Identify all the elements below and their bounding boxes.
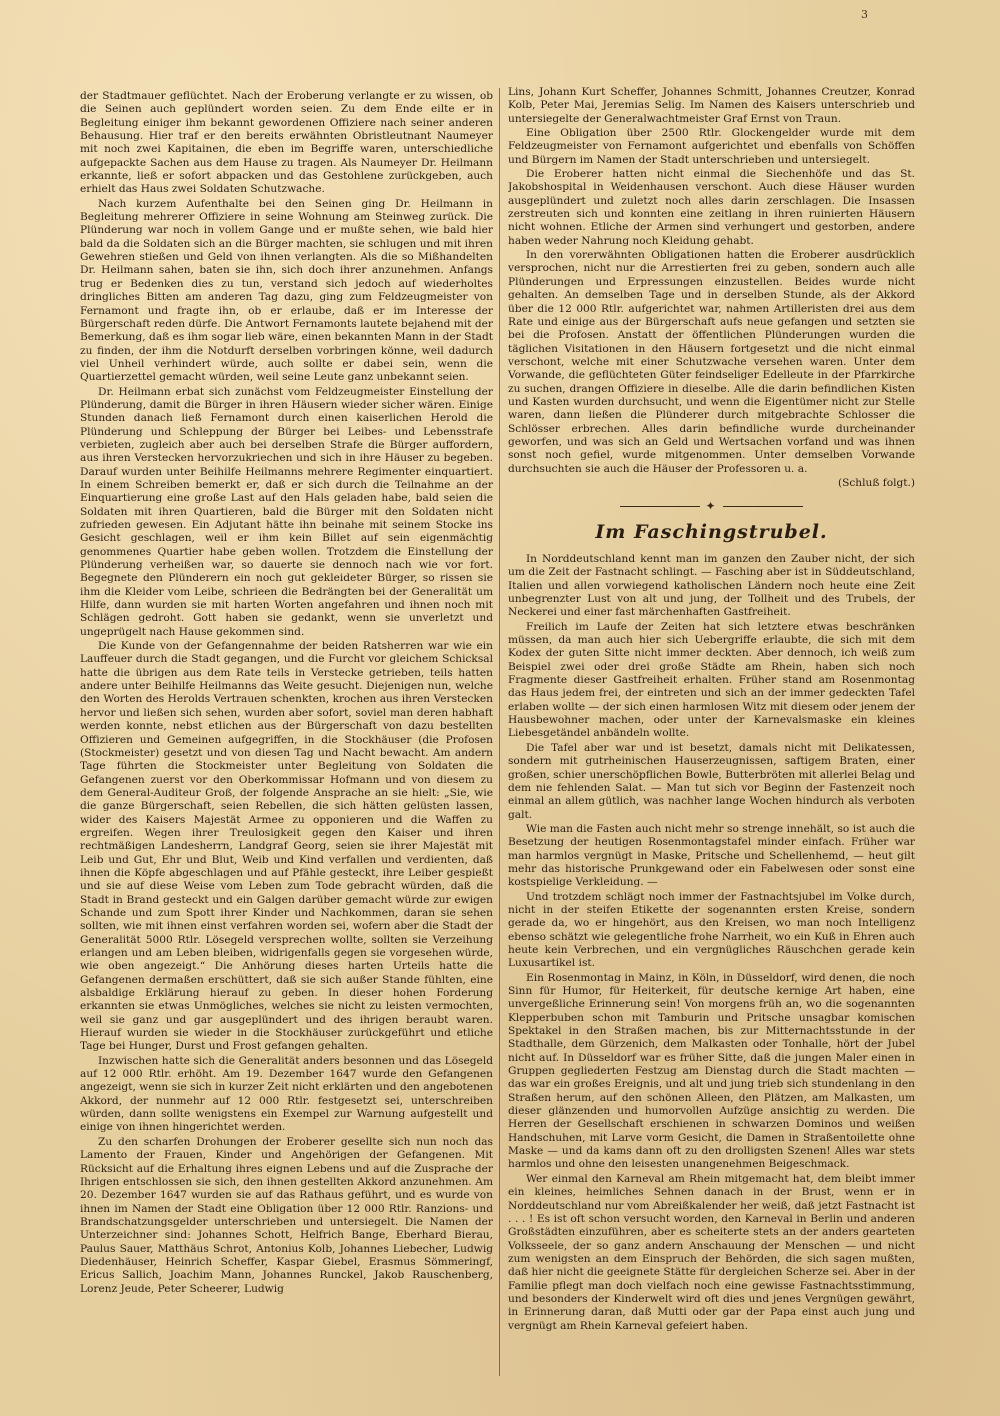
left-paragraph: Zu den scharfen Drohungen der Eroberer gesellte sich nun noch das Lamento der Frauen, Kinder und Angehörigen der Gefangenen. Mit Rücksicht auf die Erhaltung ihres eignen Lebens und auf die Zusprache der Ihrigen entschlossen sie sich, den ihnen gestellten Akkord anzunehmen. Am 20. Dezember 1647 wurden sie auf das Rathaus geführt, und es wurde von ihnen im Namen der Stadt eine Obligation über 12 000 Rtlr. Ranzions- und Brandschatzungsgelder unterschrieben und untersiegelt. Die Namen der Unterzeichner sind: Johannes Schott, Helfrich Bange, Eberhard Bierau, Paulus Sauer, Matthäus Schrot, Antonius Kolb, Johannes Liebecher, Ludwig Diedenhäuser, Heinrich Scheffer, Kaspar Giebel, Erasmus Sömmeringf, Ericus Sallich, Joachim Mann, Johannes Runckel, Jakob Rauschenberg, Lorenz Jeude, Peter Scheerer, Ludwig [80,1135,493,1295]
ornament-glyph: ✦ [705,499,718,514]
ornament-line-left [620,506,700,507]
article-paragraph: Die Tafel aber war und ist besetzt, damals nicht mit Delikatessen, sondern mit gutrheinischen Hauserzeugnissen, saftigem Braten, einer großen, schier unerschöpflichen Bowle, Butterbröten mit allerlei Belag und dem nie fehlenden Salat. — Man tut sich vor Beginn der Fastenzeit noch einmal an allem gütlich, was nachher lange Wochen hindurch als verboten galt. [508,741,915,821]
section-divider-ornament [508,500,915,513]
column-divider [499,88,500,1376]
article-headline: Im Faschingstrubel. [595,520,828,543]
left-paragraph: Inzwischen hatte sich die Generalität anders besonnen und das Lösegeld auf 12 000 Rtlr. erhöht. Am 19. Dezember 1647 wurde den Gefangenen angezeigt, wenn sie sich in kurzer Zeit nicht erklärten und den angebotenen Akkord, der nunmehr auf 12 000 Rtlr. festgesetzt sei, unterschreiben würden, dann sollte wenigstens ein Exempel zur Warnung aufgestellt und einige von ihnen hingerichtet werden. [80,1054,493,1134]
right-paragraph: Lins, Johann Kurt Scheffer, Johannes Schmitt, Johannes Creutzer, Konrad Kolb, Peter Mai, Jeremias Selig. Im Namen des Kaisers unterschrieb und untersiegelte der Generalwachtmeister Graf Ernst von Traun. [508,86,915,125]
article-paragraph: Freilich im Laufe der Zeiten hat sich letztere etwas beschränken müssen, da man auch hier sich Uebergriffe erlaubte, die sich mit dem Kodex der guten Sitte nicht immer deckten. Aber dennoch, ich weiß zum Beispiel zwei oder drei große Städte am Rhein, haben sich noch Fragmente dieser Gastfreiheit erhalten. Früher stand am Rosenmontag das Haus jedem frei, der eintreten und sich an der immer gedeckten Tafel erlaben wollte — der sich einen harmlosen Witz mit diesem oder jenem der Hausbewohner machen, oder unter der Karnevalsmaske ein kleines Liebesgetändel anbändeln wollte. [508,620,915,740]
left-paragraph: Dr. Heilmann erbat sich zunächst vom Feldzeugmeister Einstellung der Plünderung, damit die Bürger in ihren Häusern wieder sicher wären. Einige Stunden danach ließ Fernamont durch einen kaiserlichen Herold die Plünderung und Schleppung der Bürger bei Leibes- und Lebensstrafe verbieten, zugleich aber auch bei derselben Strafe die Bürger auffordern, aus ihren Verstecken hervorzukriechen und sich in ihre Häuser zu begeben. Darauf wurden unter Beihilfe Heilmanns mehrere Regimenter einquartiert. In einem Schreiben bemerkt er, daß er sich durch die Teilnahme an der Einquartierung eine große Last auf den Hals geladen habe, bald seien die Soldaten mit ihren Quartieren, bald die Bürger mit den Soldaten nicht zufrieden gewesen. Ein Adjutant hätte ihn beinahe mit seinem Stocke ins Gesicht geschlagen, weil er ihm kein Billet auf sein eigenmächtig genommenes Quartier habe geben wollen. Trotzdem die Einstellung der Plünderung verheißen war, so dauerte sie dennoch nach wie vor fort. Begegnete den Plünderern ein noch gut gekleideter Bürger, so rissen sie ihm die Kleider vom Leibe, schrieen die Bedrängten bei der Generalität um Hilfe, dann wurden sie mit harten Worten angefahren und ihnen noch mit Schlägen gedroht. Gott haben sie gedankt, wenn sie unverletzt und ungeprügelt nach Hause gekommen sind. [80,385,493,638]
article-paragraph: In Norddeutschland kennt man im ganzen den Zauber nicht, der sich um die Zeit der Fastnacht schlingt. — Fasching aber ist in Süddeutschland, Italien und allen vorwiegend katholischen Ländern noch heute eine Zeit unbegrenzter Lust von alt und jung, der Tollheit und des Trubels, der Neckerei und einer fast märchenhaften Gastfreiheit. [508,553,915,619]
left-paragraph: der Stadtmauer geflüchtet. Nach der Eroberung verlangte er zu wissen, ob die Seinen auch geplündert worden seien. Zu dem Ende eilte er in Begleitung einiger ihm bekannt gewordenen Offiziere nach seiner anderen Behausung. Hier traf er den bereits erwähnten Obristleutnant Naumeyer mit noch zwei Kapitainen, die eben im Begriffe waren, unterschiedliche aufgepackte Sachen aus dem Hause zu tragen. Als Naumeyer Dr. Heilmann erkannte, ließ er sofort abpacken und das Gestohlene zurückgeben, auch erhielt das Haus zwei Soldaten Schutzwache. [80,90,493,196]
article-paragraph: Ein Rosenmontag in Mainz, in Köln, in Düsseldorf, wird denen, die noch Sinn für Humor, für Heiterkeit, für deutsche kernige Art haben, eine unvergeßliche Erinnerung sein! Von morgens früh an, wo die sogenannten Klepperbuben schon mit Tamburin und Pritsche unsagbar komischen Spektakel in den Straßen machen, bis zur Mitternachtsstunde in der Stadthalle, dem Gürzenich, dem Malkasten oder Tonhalle, hört der Jubel nicht auf. In Düsseldorf war es früher Sitte, daß die jungen Maler einen in Gruppen gegliederten Festzug am Dienstag durch die Stadt machten — das war ein großes Ereignis, und alt und jung trieb sich stundenlang in den Straßen herum, auf den schönen Alleen, den Plätzen, am Malkasten, um dieser glänzenden und humorvollen Aufzüge ansichtig zu werden. Die Herren der Gesellschaft erschienen in schwarzen Dominos und weißen Handschuhen, mit Larve vorm Gesicht, die Damen in Straßentoilette ohne Maske — und da kams dann oft zu den drolligsten Szenen! Alles war stets harmlos und ohne den leisesten unangenehmen Beigeschmack. [508,971,915,1171]
right-paragraph: In den vorerwähnten Obligationen hatten die Eroberer ausdrücklich versprochen, nicht nur die Arrestierten frei zu geben, sondern auch alle Plünderungen und Erpressungen einzustellen. Beides wurde nicht gehalten. An demselben Tage und in derselben Stunde, als der Akkord über die 12 000 Rtlr. aufgerichtet war, nahmen Artilleristen drei aus dem Rate und einige aus der Bürgerschaft aufs neue gefangen und setzten sie bei die Profosen. Anstatt der öffentlichen Plünderungen wurden die täglichen Visitationen in den Häusern fortgesetzt und die nicht einmal verschont, welche mit einer Schutzwache versehen waren. Unter dem Vorwande, die geflüchteten Güter feindseliger Edelleute in der Pfarrkirche zu suchen, drangen Offiziere in dieselbe. Alle die darin befindlichen Kisten und Kasten wurden durchsucht, und wenn die Eigentümer nicht zur Stelle waren, dann ließen die Plünderer durch mitgebrachte Schlosser die Schlösser erbrechen. Alles darin befindliche wurde durcheinander geworfen, und was sich an Geld und Wertsachen vorfand und was ihnen sonst noch gefiel, wurde mitgenommen. Unter demselben Vorwande durchsuchten sie auch die Häuser der Professoren u. a. [508,249,915,475]
left-paragraph: Die Kunde von der Gefangennahme der beiden Ratsherren war wie ein Lauffeuer durch die Stadt gegangen, und die Furcht vor gleichem Schicksal hatte die übrigen aus dem Rate teils in Verstecke getrieben, teils hatten andere unter Beihilfe Heilmanns das Weite gesucht. Diejenigen nun, welche den Worten des Herolds Vertrauen schenkten, krochen aus ihren Verstecken hervor und ließen sich sehen, wurden aber sofort, soviel man deren habhaft werden konnte, nebst etlichen aus der Bürgerschaft von dazu bestellten Offizieren und Gemeinen aufgegriffen, in die Stockhäuser (die Profosen (Stockmeister) gesetzt und von diesen Tag und Nacht bewacht. Am andern Tage führten die Stockmeister unter Begleitung von Soldaten die Gefangenen zuerst vor den Oberkommissar Hofmann und von diesem zu dem General-Auditeur Groß, der folgende Ansprache an sie hielt: „Sie, wie die ganze Bürgerschaft, seien Rebellen, die sich hätten gelüsten lassen, wider des Kaisers Majestät Armee zu opponieren und die Waffen zu ergreifen. Wegen ihrer Treulosigkeit gegen den Kaiser und ihren rechtmäßigen Landesherrn, Landgraf Georg, seien sie ihrer Majestät mit Leib und Gut, Ehr und Blut, Weib und Kind verfallen und verdienten, daß ihnen die Köpfe abgeschlagen und auf Pfähle gesteckt, ihre Leiber gespießt und sie auf diese Weise vom Leben zum Tode gebracht würden, daß die Stadt in Brand gesteckt und ein Galgen darüber gemacht würde zur ewigen Schande und zum Spott ihrer Kinder und Nachkommen, daran sie sehen sollten, wie mit ihnen einst verfahren worden sei, wofern aber die Stadt der Generalität 5000 Rtlr. Lösegeld versprechen wollte, sollten sie Verzeihung erlangen und am Leben bleiben, widrigenfalls gegen sie vorgesehen würde, wie oben angezeigt.“ Die Anhörung dieses harten Urteils hatte die Gefangenen dermaßen erschüttert, daß sie sich außer Stande fühlten, eine alsbaldige Erklärung hierauf zu geben. In dieser hohen Forderung erkannten sie etwas Unmögliches, welches sie nicht zu leisten vermochten, weil sie ganz und gar ausgeplündert und des ihrigen beraubt waren. Hierauf wurden sie wieder in die Stockhäuser zurückgeführt und etliche Tage bei Hunger, Durst und Frost gefangen gehalten. [80,640,493,1053]
right-paragraph: Die Eroberer hatten nicht einmal die Siechenhöfe und das St. Jakobshospital in Weidenhausen verschont. Auch diese Häuser wurden ausgeplündert und zuletzt noch alles darin zerschlagen. Die Insassen zerstreuten sich und konnten eine zeitlang in ihren ruinierten Häusern nicht wohnen. Etliche der Armen sind verhungert und gestorben, andere haben weder Nahrung noch Kleidung gehabt. [508,168,915,247]
article-paragraph: Wer einmal den Karneval am Rhein mitgemacht hat, dem bleibt immer ein kleines, heimliches Sehnen danach in der Brust, wenn er in Norddeutschland nur vom Abreißkalender her weiß, daß jetzt Fastnacht ist . . . ! Es ist oft schon versucht worden, den Karneval in Berlin und anderen Großstädten einzuführen, aber es scheiterte stets an der anders gearteten Volksseele, der so ganz andern Anschauung der Menschen — und nicht zum wenigsten an dem Einspruch der Behörden, die sich sagen mußten, daß hier nicht die geeignete Stätte für dergleichen Scherze sei. Aber in der Familie pflegt man doch vielfach noch eine gewisse Fastnachtsstimmung, und besonders der Kinderwelt wird oft dies und jenes Vergnügen gewährt, in Erinnerung daran, daß Mutti oder gar der Papa einst auch jung und vergnügt am Rhein Karneval gefeiert haben. [508,1172,915,1332]
continuation-note: (Schluß folgt.) [837,476,915,489]
left-column [80,90,493,1382]
page-number: 3 [861,8,868,21]
article-paragraph: Und trotzdem schlägt noch immer der Fastnachtsjubel im Volke durch, nicht in der steifen Etikette der sogenannten ersten Kreise, sondern gerade da, wo er hingehört, aus den Kreisen, wo man noch Intelligenz ebenso schätzt wie gelegentliche frohe Narrheit, wo ein Kuß in Ehren auch heute kein Verbrechen, und ein vergnügliches Räuschchen gerade kein Luxusartikel ist. [508,890,915,970]
article-paragraph: Wie man die Fasten auch nicht mehr so strenge innehält, so ist auch die Besetzung der heutigen Rosenmontagstafel minder einfach. Früher war man harmlos vergnügt in Maske, Pritsche und Schellenhemd, — heut gilt mehr das historische Prunkgewand oder ein Fabelwesen oder sonst eine kostspielige Verkleidung. — [508,822,915,889]
right-paragraph: Eine Obligation über 2500 Rtlr. Glockengelder wurde mit dem Feldzeugmeister von Fernamont aufgerichtet und ebenfalls von Schöffen und Bürgern im Namen der Stadt unterschrieben und untersiegelt. [508,127,915,166]
left-paragraph: Nach kurzem Aufenthalte bei den Seinen ging Dr. Heilmann in Begleitung mehrerer Offiziere in seine Wohnung am Steinweg zurück. Die Plünderung war noch in vollem Gange und er mußte sehen, wie bald hier bald da die Soldaten sich an die Bürger machten, sie schlugen und mit ihren Gewehren stießen und Geld von ihnen verlangten. Als die so Mißhandelten Dr. Heilmann sahen, baten sie ihn, sich doch ihrer anzunehmen. Anfangs trug er Bedenken dies zu tun, verstand sich jedoch auf wiederholtes dringliches Bitten am anderen Tag dazu, ging zum Feldzeugmeister von Fernamont und fragte ihn, ob er erlaube, daß er im Interesse der Bürgerschaft reden dürfe. Die Antwort Fernamonts lautete bejahend mit der Bemerkung, daß es ihm sogar lieb wäre, einen bekannten Mann in der Stadt zu finden, der ihm die Notdurft derselben vorbringen könne, weil dadurch viel Unheil verhindert würde, auch sollte er dabei sein, wenn die Quartierzettel gemacht würden, weil seine Leute ganz unbekannt seien. [80,197,493,384]
ornament-line-right [723,506,803,507]
right-column [508,86,915,1382]
